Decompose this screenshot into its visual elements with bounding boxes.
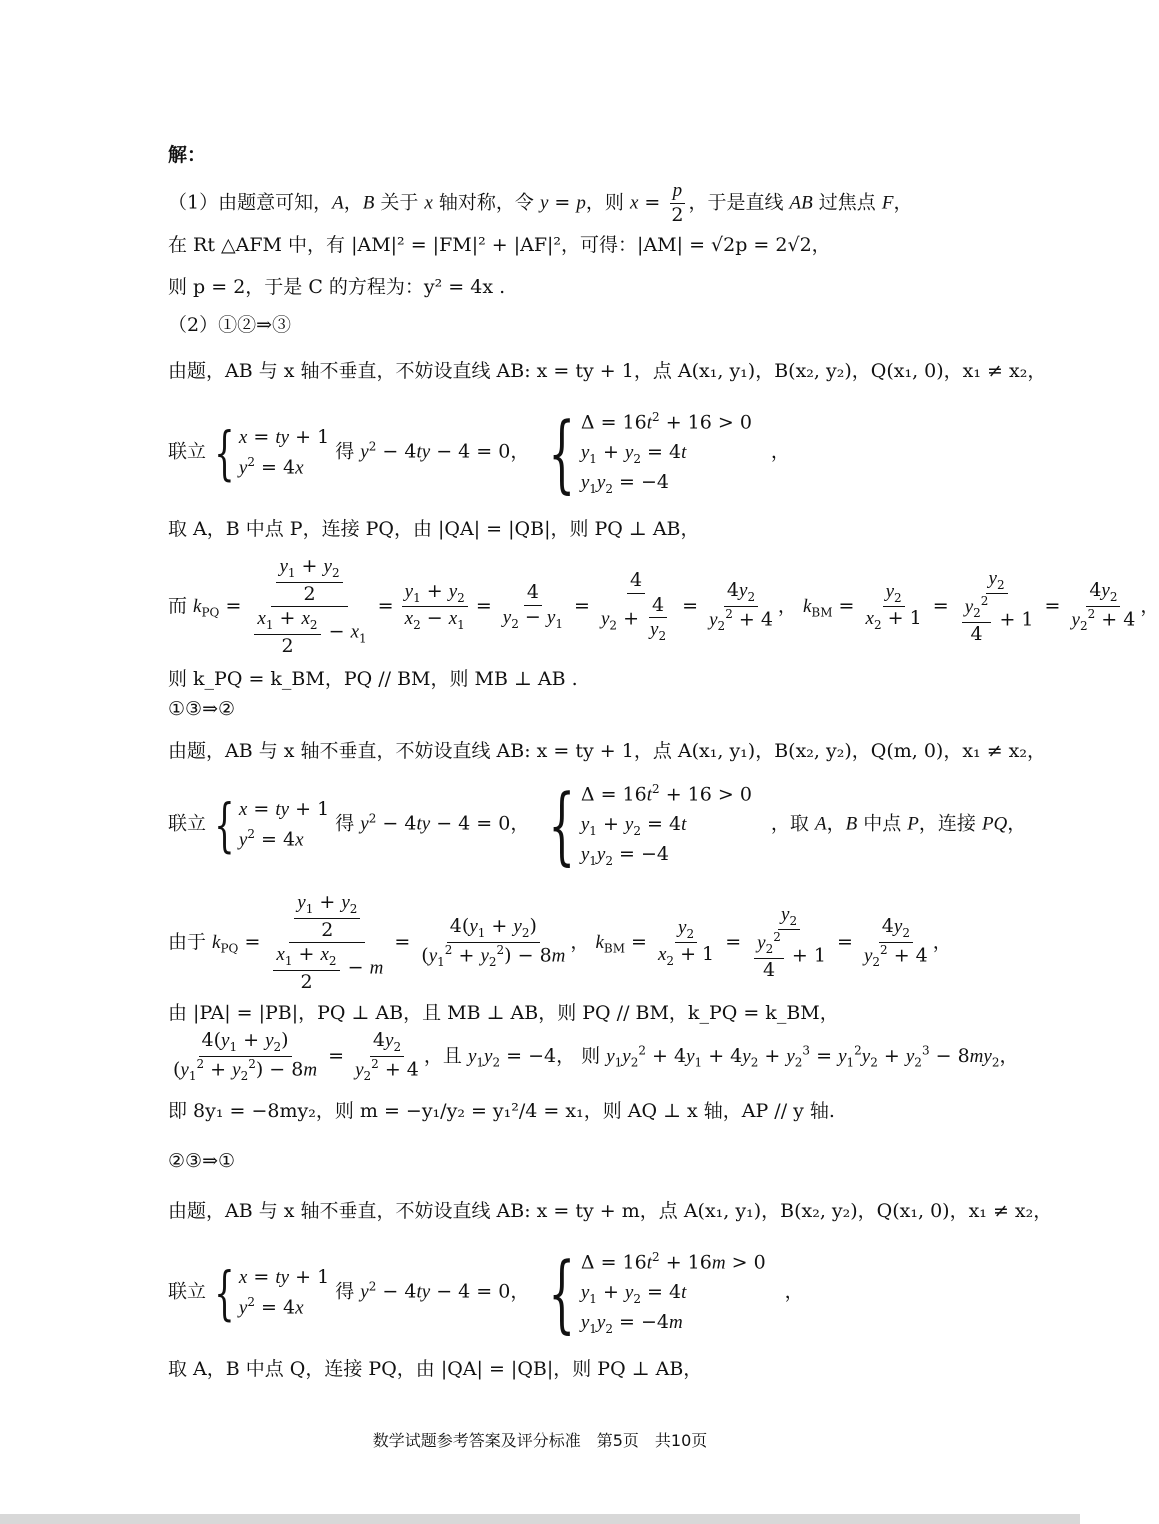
part2-header: （2）①②⇒③ [168, 314, 292, 336]
part1-line2: 在 Rt △AFM 中，有 |AM|² = |FM|² + |AF|²，可得：|AM| = √2p = 2√2， [168, 234, 831, 256]
case3-header: ②③⇒① [168, 1150, 236, 1172]
case2-header: ①③⇒② [168, 698, 236, 720]
case2-conclusion: 即 8y₁ = −8my₂，则 m = −y₁/y₂ = y₁²/4 = x₁，则 AQ ⊥ x 轴，AP // y 轴. [168, 1100, 835, 1122]
case2-system: 联立 { x = ty + 1 $y^2 = 4x$ 得 $y^2 - 4ty - 4 = 0$， { $\Delta = 16t^2 + 16 > 0$ $y_1 + y_2 = 4t$ $y_1y_2 = -4$ ，取 A，B 中点 P，连接 PQ， [168, 775, 1027, 874]
case1-system: 联立 { x = ty + 1 $y^2 = 4x$ 得 $y^2 - 4ty - 4 = 0$， { $\Delta = 16t^2 + 16 > 0$ $y_1 + y_2 = 4t$ $y_1y_2 = -4$ ， [168, 403, 790, 502]
case1-conclusion: 则 k_PQ = k_BM，PQ // BM，则 MB ⊥ AB . [168, 668, 578, 690]
case2-perpendicular: 由 |PA| = |PB|，PQ ⊥ AB，且 MB ⊥ AB，则 PQ // BM，k_PQ = k_BM， [168, 1002, 839, 1024]
case2-equation: $\frac{4(y_1 + y_2)}{(y_1^2 + y_2^2) - 8m}$ = $\frac{4y_2}{y_2^2 + 4}$ ，且 $y_1y_2 = -4$， 则 $y_1y_2^2 + 4y_1 + 4y_2 + y_2^3 = y_1^2y_2 + y_2^3 - 8my_2$， [173, 1029, 1019, 1083]
part1-line3: 则 p = 2，于是 C 的方程为：y² = 4x . [168, 276, 506, 298]
case2-slopes: 由于 $k_{PQ}$ = $\frac{y_1 + y_2}{2}$ $\frac{x_1 + x_2}{2}$ − m = $\frac{4(y_1 + y_2)}{(y_1^2 + y_2^2) - 8m}$ ， $k_{BM}$ = $\frac{y_2}{x_2 + 1}$ = $y_2$ $\frac{y_2^2}{4}$ + 1 = $\frac{4y_2}{y_2^2 + 4}$ ， [168, 891, 952, 994]
page-footer: 数学试题参考答案及评分标准 第5页 共10页 [372, 1431, 708, 1450]
scan-edge [0, 1514, 1080, 1524]
case3-midpoint: 取 A，B 中点 Q，连接 PQ，由 |QA| = |QB|，则 PQ ⊥ AB， [168, 1358, 703, 1380]
case3-setup: 由题，AB 与 x 轴不垂直，不妨设直线 AB: x = ty + m，点 A(x₁, y₁)，B(x₂, y₂)，Q(x₁, 0)，x₁ ≠ x₂， [168, 1200, 1053, 1222]
part1-line1: （1）由题意可知，A，B 关于 x 轴对称，令 y = p，则 x = $\frac{p}{2}$ ，于是直线 AB 过焦点 F， [168, 180, 913, 226]
solution-heading: 解： [168, 144, 207, 166]
case1-midpoint: 取 A，B 中点 P，连接 PQ，由 |QA| = |QB|，则 PQ ⊥ AB， [168, 518, 700, 540]
case3-system: 联立 { x = ty + 1 $y^2 = 4x$ 得 $y^2 - 4ty - 4 = 0$， { $\Delta = 16t^2 + 16m > 0$ $y_1 + y_2 = 4t$ $y_1y_2 = -4m$ ， [168, 1243, 804, 1342]
case1-slopes: 而 $k_{PQ}$ = $\frac{y_1 + y_2}{2}$ $\frac{x_1 + x_2}{2}$ − $x_1$ = $\frac{y_1 + y_2}{x_2 - x_1}$ = $\frac{4}{y_2 - y_1}$ = 4 $y_2$ + $\frac{4}{y_2}$ = $\frac{4y_2}{y_2^2 + 4}$ ， $k_{BM}$ = $\frac{y_2}{x_2 + 1}$ = $y_2$ $\frac{y_2^2}{4}$ + 1 = $\frac{4y_2}{y_2^2 + 4}$ ， [168, 555, 1159, 658]
case1-setup: 由题，AB 与 x 轴不垂直，不妨设直线 AB: x = ty + 1，点 A(x₁, y₁)，B(x₂, y₂)，Q(x₁, 0)，x₁ ≠ x₂， [168, 360, 1047, 382]
case2-setup: 由题，AB 与 x 轴不垂直，不妨设直线 AB: x = ty + 1，点 A(x₁, y₁)，B(x₂, y₂)，Q(m, 0)，x₁ ≠ x₂， [168, 740, 1046, 762]
